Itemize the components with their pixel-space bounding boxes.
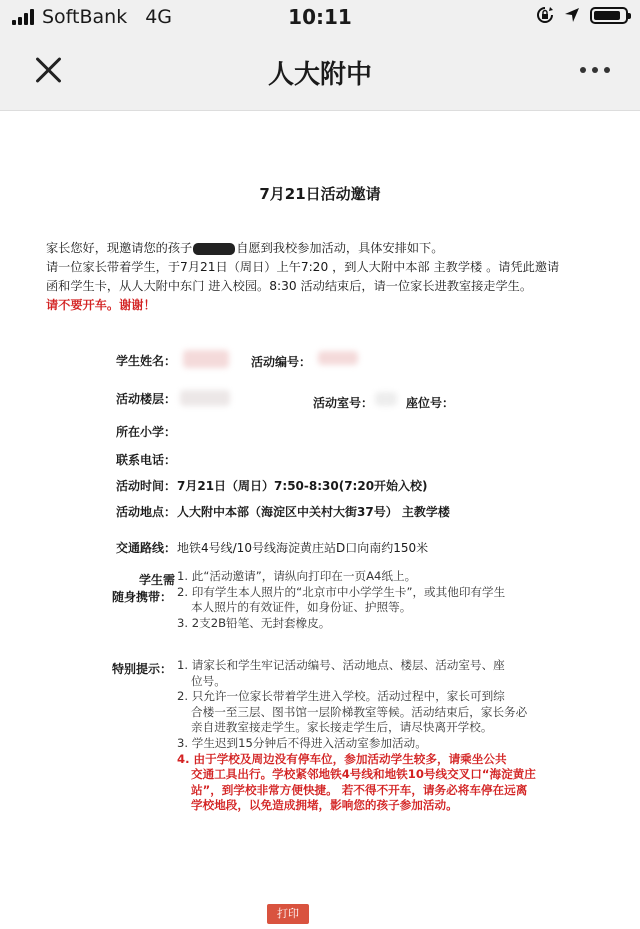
list-item: 3. 学生迟到15分钟后不得进入活动室参加活动。 bbox=[177, 735, 427, 750]
nav-bar bbox=[0, 34, 640, 111]
intro-line-3: 函和学生卡，从人大附中东门 进入校园。8:30 活动结束后，请一位家长进教室接走学生。 bbox=[46, 279, 533, 293]
status-time: 10:11 bbox=[288, 5, 352, 29]
redacted-name bbox=[193, 243, 235, 255]
document-title: 7月21日活动邀请 bbox=[259, 185, 381, 203]
page-title: 人大附中 bbox=[267, 60, 372, 90]
redacted-room-no bbox=[375, 392, 397, 406]
transport-label: 交通路线： bbox=[116, 541, 177, 555]
floor-label: 活动楼层： bbox=[116, 392, 177, 406]
list-item: 亲自进教室接走学生。家长接走学生后，请尽快离开学校。 bbox=[191, 720, 493, 735]
place-value: 人大附中本部（海淀区中关村大街37号） 主教学楼 bbox=[177, 505, 450, 519]
network-type: 4G bbox=[145, 6, 173, 28]
phone-label: 联系电话： bbox=[116, 453, 177, 467]
list-item: 位号。 bbox=[191, 673, 226, 688]
rotation-lock-icon bbox=[536, 6, 554, 24]
activity-no-label: 活动编号： bbox=[251, 355, 312, 369]
intro-line-1 bbox=[46, 239, 616, 258]
no-driving-notice: 请不要开车。谢谢！ bbox=[46, 298, 156, 312]
parking-warning-line: 站”，到学校非常方便快捷。 若不得不开车，请务必将车停在远离 bbox=[191, 782, 528, 797]
transport-value: 地铁4号线/10号线海淀黄庄站D口向南约150米 bbox=[177, 541, 429, 555]
list-item: 1. 此“活动邀请”，请纵向打印在一页A4纸上。 bbox=[177, 569, 417, 583]
status-right bbox=[536, 6, 628, 24]
intro-text-b: 自愿到我校参加活动，具体安排如下。 bbox=[236, 241, 444, 255]
time-value: 7月21日（周日）7:50-8:30(7:20开始入校) bbox=[177, 479, 428, 493]
intro-text-a: 家长您好，现邀请您的孩子 bbox=[46, 241, 193, 255]
redacted-floor bbox=[180, 390, 230, 406]
parking-warning bbox=[177, 752, 536, 814]
redacted-activity-no bbox=[318, 351, 358, 365]
carrier-name: SoftBank bbox=[42, 6, 128, 28]
carry-label-1: 学生需 bbox=[139, 573, 176, 587]
list-item: 3. 2支2B铅笔、无封套橡皮。 bbox=[177, 615, 331, 630]
print-button[interactable]: 打印 bbox=[267, 904, 309, 924]
list-item: 本人照片的有效证件，如身份证、护照等。 bbox=[191, 600, 412, 615]
time-label: 活动时间： bbox=[116, 479, 177, 493]
carry-label-2: 随身携带： bbox=[112, 590, 173, 604]
invitation-document bbox=[0, 111, 640, 929]
list-item: 2. 只允许一位家长带着学生进入学校。活动过程中，家长可到综 bbox=[177, 689, 505, 704]
location-arrow-icon bbox=[564, 7, 580, 23]
list-item: 合楼一至三层、图书馆一层阶梯教室等候。活动结束后，家长务必 bbox=[191, 704, 528, 719]
more-dots-icon[interactable] bbox=[580, 59, 610, 81]
list-item: 2. 印有学生本人照片的“北京市中小学学生卡”，或其他印有学生 bbox=[177, 584, 506, 599]
notes-list bbox=[177, 658, 536, 814]
battery-icon bbox=[590, 7, 628, 24]
intro-line-2: 请一位家长带着学生，于7月21日（周日）上午7:20 ，到人大附中本部 主教学楼 。请凭此邀请 bbox=[46, 260, 560, 274]
list-item: 1. 请家长和学生牢记活动编号、活动地点、楼层、活动室号、座 bbox=[177, 658, 505, 672]
parking-warning-line: 学校地段，以免造成拥堵，影响您的孩子参加活动。 bbox=[191, 798, 458, 813]
place-label: 活动地点： bbox=[116, 505, 177, 519]
parking-warning-line: 交通工具出行。学校紧邻地铁4号线和地铁10号线交叉口“海淀黄庄 bbox=[191, 767, 536, 782]
notes-label: 特别提示： bbox=[112, 662, 173, 676]
student-name-label: 学生姓名： bbox=[116, 354, 177, 368]
intro-paragraph bbox=[46, 239, 616, 315]
status-bar bbox=[0, 0, 640, 34]
parking-warning-line: 4. 由于学校及周边没有停车位，参加活动学生较多，请乘坐公共 bbox=[177, 751, 507, 766]
redacted-student-name bbox=[183, 350, 229, 368]
carry-list bbox=[177, 569, 505, 631]
room-no-label: 活动室号： bbox=[313, 396, 374, 410]
seat-no-label: 座位号： bbox=[406, 396, 455, 410]
school-label: 所在小学： bbox=[116, 425, 177, 439]
